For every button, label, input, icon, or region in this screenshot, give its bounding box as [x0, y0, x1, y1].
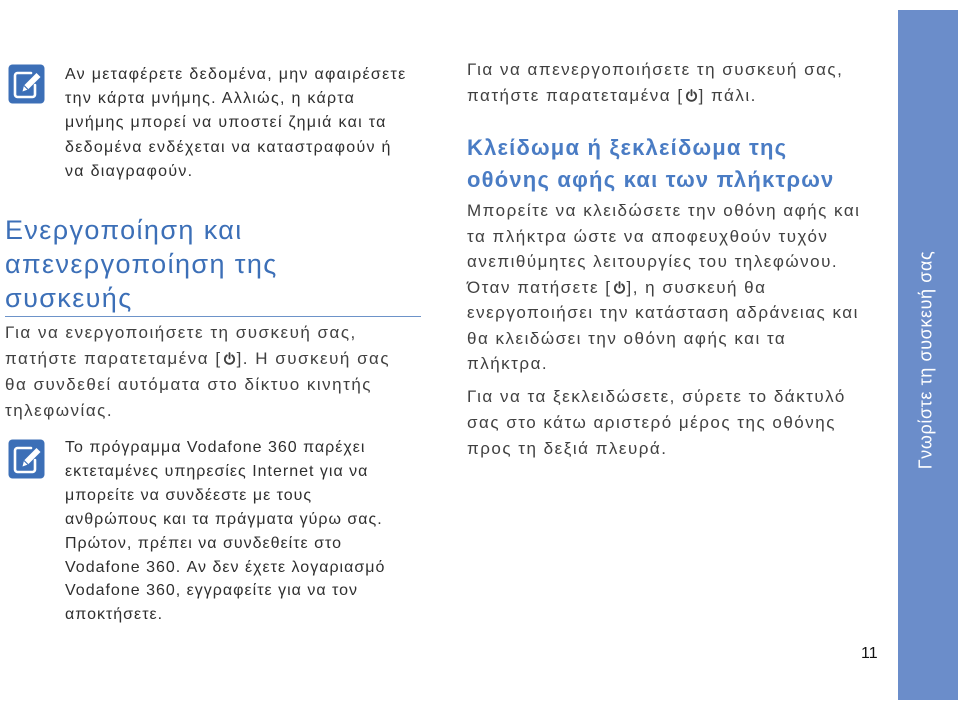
power-key-icon: [223, 352, 236, 365]
paragraph-line: προς τη δεξιά πλευρά.: [467, 439, 668, 458]
paragraph-line: πλήκτρα.: [467, 354, 549, 373]
paragraph-line: Για να απενεργοποιήσετε τη συσκευή σας,: [467, 60, 844, 79]
heading-divider: [5, 316, 421, 317]
heading-line: Ενεργοποίηση και: [5, 215, 243, 245]
paragraph-text: ] πάλι.: [698, 86, 757, 105]
heading-line: Κλείδωμα ή ξεκλείδωμα της: [467, 135, 788, 160]
paragraph-text: ]. Η συσκευή σας: [236, 349, 391, 368]
paragraph-text: Όταν πατήσετε [: [467, 277, 612, 297]
paragraph-line: τα πλήκτρα ώστε να αποφευχθούν τυχόν: [467, 226, 829, 246]
paragraph-line: σας στο κάτω αριστερό μέρος της οθόνης: [467, 413, 836, 432]
power-off-paragraph: [467, 57, 843, 109]
note-line: μνήμης μπορεί να υποστεί ζημιά και τα: [65, 114, 387, 132]
note-line: μπορείτε να συνδέεστε με τους: [65, 486, 313, 504]
paragraph-text: πατήστε παρατεταμένα [: [5, 349, 222, 368]
note-line: Vodafone 360. Αν δεν έχετε λογαριασμό: [65, 558, 386, 576]
note-line: Αν μεταφέρετε δεδομένα, μην αφαιρέσετε: [65, 66, 407, 83]
note-line: ανθρώπους και τα πράγματα γύρω σας.: [65, 510, 383, 528]
chapter-title: Γνωρίστε τη συσκευή σας: [915, 250, 936, 470]
paragraph-line: θα κλειδώσει την οθόνη αφής και τα: [467, 328, 787, 348]
note-icon: [8, 439, 45, 479]
section-heading-lock: [467, 132, 835, 196]
paragraph-line: Για να τα ξεκλειδώσετε, σύρετε το δάκτυλό: [467, 387, 846, 406]
heading-line: συσκευής: [5, 283, 133, 313]
note-memory-card-text: [65, 63, 407, 184]
section-heading-power: [5, 213, 278, 315]
power-key-icon: [685, 89, 698, 102]
paragraph-line: [467, 275, 860, 301]
power-on-paragraph: [5, 320, 390, 424]
page-number: 11: [861, 645, 878, 662]
paragraph-line: ανεπιθύμητες λειτουργίες του τηλεφώνου.: [467, 252, 839, 271]
note-line: την κάρτα μνήμης. Αλλιώς, η κάρτα: [65, 90, 356, 108]
note-vodafone-text: [65, 436, 385, 627]
paragraph-line: Για να ενεργοποιήσετε τη συσκευή σας,: [5, 323, 357, 342]
paragraph-line: Μπορείτε να κλειδώσετε την οθόνη αφής και: [467, 201, 861, 220]
paragraph-text: ], η συσκευή θα: [626, 277, 767, 297]
heading-line: απενεργοποίηση της: [5, 249, 278, 279]
note-line: να διαγραφούν.: [65, 162, 194, 180]
unlock-paragraph: [467, 384, 846, 462]
note-line: Vodafone 360, εγγραφείτε για να τον: [65, 582, 359, 600]
paragraph-line: ενεργοποιήσει την κατάσταση αδράνειας και: [467, 303, 859, 322]
chapter-side-tab: [898, 10, 958, 700]
note-line: Το πρόγραμμα Vodafone 360 παρέχει: [65, 439, 366, 456]
paragraph-line: [467, 83, 843, 109]
note-icon: [8, 64, 45, 104]
lock-paragraph: [467, 198, 860, 377]
paragraph-line: [5, 346, 390, 372]
note-line: δεδομένα ενδέχεται να καταστραφούν ή: [65, 138, 392, 156]
power-key-icon: [613, 281, 626, 294]
paragraph-text: πατήστε παρατεταμένα [: [467, 86, 684, 105]
note-line: εκτεταμένες υπηρεσίες Internet για να: [65, 462, 369, 480]
note-line: Πρώτον, πρέπει να συνδεθείτε στο: [65, 534, 342, 552]
paragraph-line: τηλεφωνίας.: [5, 401, 114, 420]
note-line: αποκτήσετε.: [65, 606, 164, 624]
paragraph-line: θα συνδεθεί αυτόματα στο δίκτυο κινητής: [5, 375, 372, 394]
heading-line: οθόνης αφής και των πλήκτρων: [467, 167, 835, 192]
